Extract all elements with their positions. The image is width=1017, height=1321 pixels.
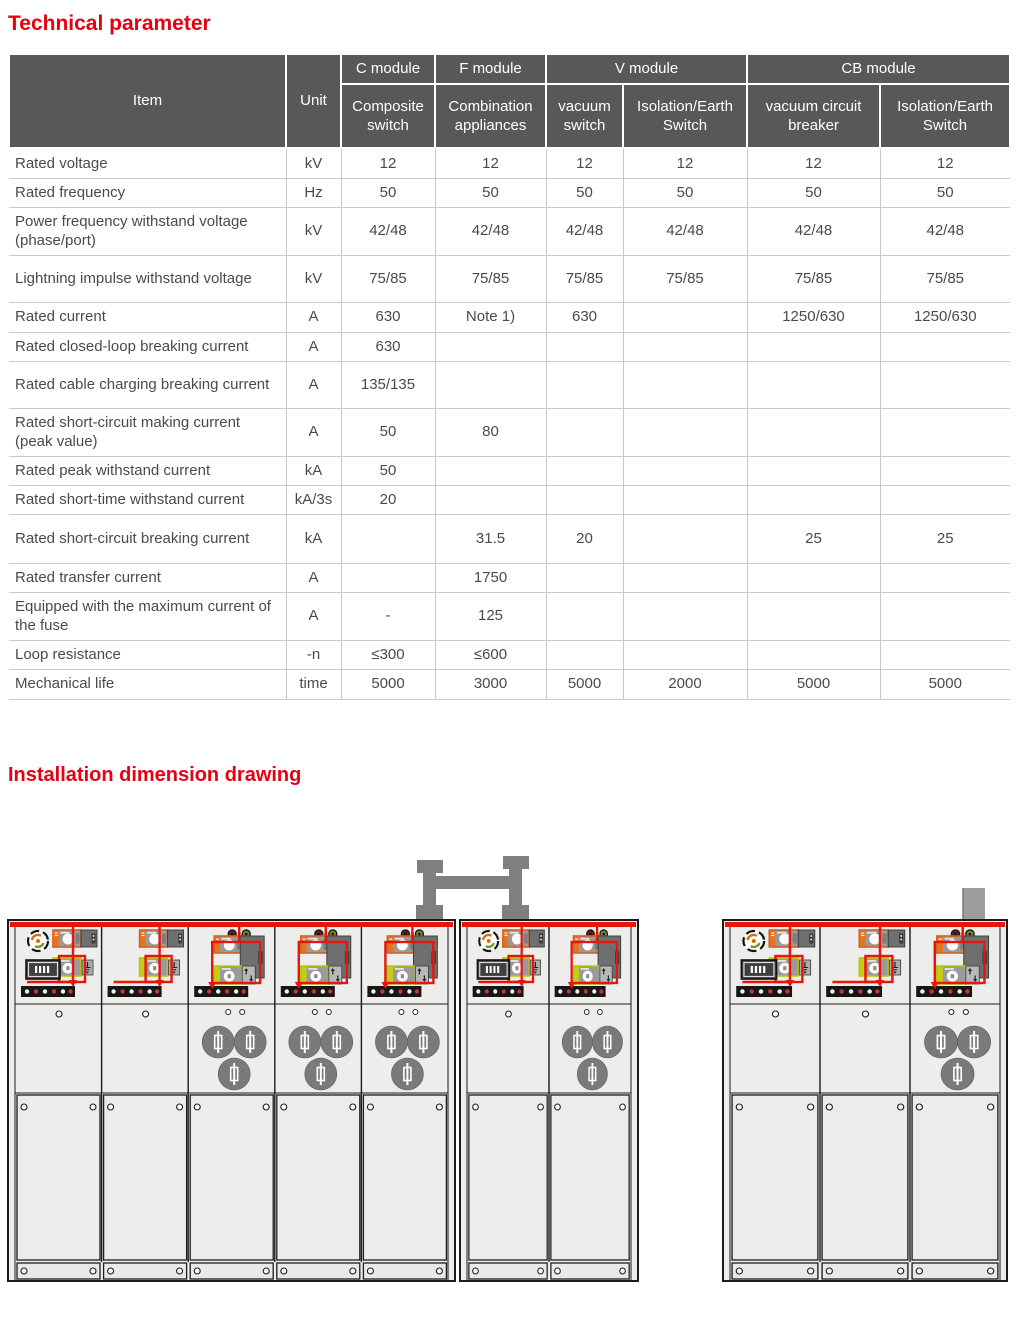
value-cell: [623, 332, 747, 361]
table-header: [9, 54, 1010, 148]
unit-cell: kA: [286, 456, 341, 485]
unit-cell: A: [286, 563, 341, 592]
value-cell: 80: [435, 408, 546, 456]
table-row: [9, 640, 1010, 669]
item-cell: Rated short-circuit making current (peak value): [9, 408, 286, 456]
item-cell: Mechanical life: [9, 669, 286, 699]
value-cell: [623, 514, 747, 563]
value-cell: [623, 640, 747, 669]
value-cell: [880, 361, 1010, 408]
value-cell: [880, 408, 1010, 456]
value-cell: [747, 485, 880, 514]
table-row: [9, 592, 1010, 640]
value-cell: [435, 361, 546, 408]
unit-cell: -n: [286, 640, 341, 669]
table-row: [9, 456, 1010, 485]
item-cell: Rated closed-loop breaking current: [9, 332, 286, 361]
unit-cell: kV: [286, 255, 341, 302]
group-v-module: V module: [546, 54, 747, 84]
value-cell: 25: [880, 514, 1010, 563]
value-cell: [623, 485, 747, 514]
col-header-item: Item: [9, 54, 286, 148]
cabinet-two-panel: [460, 920, 638, 1281]
value-cell: 135/135: [341, 361, 435, 408]
unit-cell: Hz: [286, 178, 341, 207]
value-cell: 75/85: [341, 255, 435, 302]
value-cell: 50: [435, 178, 546, 207]
value-cell: Note 1): [435, 302, 546, 332]
value-cell: 12: [623, 148, 747, 178]
unit-cell: A: [286, 302, 341, 332]
value-cell: [747, 456, 880, 485]
value-cell: [341, 514, 435, 563]
value-cell: [880, 485, 1010, 514]
value-cell: 50: [747, 178, 880, 207]
value-cell: 630: [546, 302, 623, 332]
value-cell: [546, 332, 623, 361]
item-cell: Rated cable charging breaking current: [9, 361, 286, 408]
unit-cell: A: [286, 332, 341, 361]
value-cell: 1750: [435, 563, 546, 592]
value-cell: 3000: [435, 669, 546, 699]
busbar: [462, 922, 636, 927]
item-cell: Rated short-circuit breaking current: [9, 514, 286, 563]
value-cell: -: [341, 592, 435, 640]
value-cell: [623, 563, 747, 592]
value-cell: [341, 563, 435, 592]
value-cell: [880, 640, 1010, 669]
value-cell: 25: [747, 514, 880, 563]
value-cell: [747, 361, 880, 408]
group-f-module: F module: [435, 54, 546, 84]
value-cell: [546, 563, 623, 592]
value-cell: 42/48: [623, 207, 747, 255]
col-header-combination-appliances: Combination appliances: [435, 84, 546, 148]
value-cell: 50: [341, 408, 435, 456]
value-cell: 50: [341, 178, 435, 207]
value-cell: [747, 332, 880, 361]
table-row: [9, 148, 1010, 178]
unit-cell: A: [286, 592, 341, 640]
table-body: [9, 148, 1010, 699]
value-cell: 5000: [880, 669, 1010, 699]
value-cell: [623, 592, 747, 640]
unit-cell: kA: [286, 514, 341, 563]
unit-cell: kV: [286, 207, 341, 255]
technical-parameter-title: Technical parameter: [8, 12, 211, 35]
value-cell: 75/85: [747, 255, 880, 302]
value-cell: 2000: [623, 669, 747, 699]
item-cell: Equipped with the maximum current of the fuse: [9, 592, 286, 640]
value-cell: [747, 592, 880, 640]
table-row: [9, 207, 1010, 255]
item-cell: Rated frequency: [9, 178, 286, 207]
value-cell: 31.5: [435, 514, 546, 563]
value-cell: [435, 485, 546, 514]
item-cell: Power frequency withstand voltage (phase/port): [9, 207, 286, 255]
value-cell: 75/85: [546, 255, 623, 302]
value-cell: [546, 485, 623, 514]
table-row: [9, 563, 1010, 592]
busbar: [10, 922, 453, 927]
table-row: [9, 485, 1010, 514]
value-cell: ≤600: [435, 640, 546, 669]
value-cell: 5000: [747, 669, 880, 699]
unit-cell: A: [286, 361, 341, 408]
unit-cell: A: [286, 408, 341, 456]
installation-drawings: [0, 845, 1017, 1321]
value-cell: 50: [546, 178, 623, 207]
table-row: [9, 255, 1010, 302]
value-cell: 12: [341, 148, 435, 178]
value-cell: [623, 361, 747, 408]
value-cell: [747, 563, 880, 592]
lifting-yoke: [416, 856, 529, 919]
table-row: [9, 302, 1010, 332]
value-cell: [546, 592, 623, 640]
value-cell: 5000: [546, 669, 623, 699]
value-cell: 12: [435, 148, 546, 178]
cabinet-three-panel: [723, 920, 1007, 1281]
value-cell: [623, 456, 747, 485]
unit-cell: kA/3s: [286, 485, 341, 514]
value-cell: [880, 456, 1010, 485]
value-cell: 75/85: [435, 255, 546, 302]
unit-cell: kV: [286, 148, 341, 178]
col-header-composite-switch: Composite switch: [341, 84, 435, 148]
value-cell: 12: [747, 148, 880, 178]
value-cell: [747, 640, 880, 669]
table-row: [9, 361, 1010, 408]
value-cell: 42/48: [546, 207, 623, 255]
switchgear-drawing: [0, 845, 1017, 1321]
table-row: [9, 408, 1010, 456]
value-cell: 125: [435, 592, 546, 640]
value-cell: 630: [341, 302, 435, 332]
group-c-module: C module: [341, 54, 435, 84]
value-cell: [546, 456, 623, 485]
value-cell: [747, 408, 880, 456]
value-cell: [880, 332, 1010, 361]
value-cell: 42/48: [880, 207, 1010, 255]
group-cb-module: CB module: [747, 54, 1010, 84]
value-cell: [880, 563, 1010, 592]
value-cell: 50: [880, 178, 1010, 207]
value-cell: 630: [341, 332, 435, 361]
value-cell: 1250/630: [747, 302, 880, 332]
busbar: [725, 922, 1005, 927]
value-cell: [880, 592, 1010, 640]
table-row: [9, 669, 1010, 699]
item-cell: Rated short-time withstand current: [9, 485, 286, 514]
value-cell: 20: [341, 485, 435, 514]
value-cell: [546, 361, 623, 408]
value-cell: [546, 640, 623, 669]
technical-parameter-table: [8, 53, 1011, 700]
item-cell: Lightning impulse withstand voltage: [9, 255, 286, 302]
item-cell: Rated voltage: [9, 148, 286, 178]
module-group-row: [9, 54, 1010, 84]
col-header-isolation-earth-switch-cb: Isolation/Earth Switch: [880, 84, 1010, 148]
item-cell: Loop resistance: [9, 640, 286, 669]
value-cell: 50: [341, 456, 435, 485]
table-row: [9, 514, 1010, 563]
table-row: [9, 332, 1010, 361]
value-cell: [623, 408, 747, 456]
col-header-isolation-earth-switch-v: Isolation/Earth Switch: [623, 84, 747, 148]
item-cell: Rated current: [9, 302, 286, 332]
value-cell: 42/48: [435, 207, 546, 255]
value-cell: 50: [623, 178, 747, 207]
table-row: [9, 178, 1010, 207]
value-cell: 5000: [341, 669, 435, 699]
value-cell: 12: [880, 148, 1010, 178]
item-cell: Rated transfer current: [9, 563, 286, 592]
installation-dimension-title: Installation dimension drawing: [8, 764, 302, 786]
value-cell: [623, 302, 747, 332]
value-cell: 20: [546, 514, 623, 563]
value-cell: 42/48: [341, 207, 435, 255]
value-cell: 75/85: [880, 255, 1010, 302]
value-cell: 42/48: [747, 207, 880, 255]
col-header-unit: Unit: [286, 54, 341, 148]
cabinet-five-panel: [8, 920, 455, 1281]
exhaust-duct: [963, 888, 985, 919]
value-cell: [435, 456, 546, 485]
value-cell: 12: [546, 148, 623, 178]
item-cell: Rated peak withstand current: [9, 456, 286, 485]
col-header-vacuum-circuit-breaker: vacuum circuit breaker: [747, 84, 880, 148]
value-cell: [546, 408, 623, 456]
value-cell: ≤300: [341, 640, 435, 669]
col-header-vacuum-switch: vacuum switch: [546, 84, 623, 148]
unit-cell: time: [286, 669, 341, 699]
value-cell: [435, 332, 546, 361]
value-cell: 75/85: [623, 255, 747, 302]
value-cell: 1250/630: [880, 302, 1010, 332]
